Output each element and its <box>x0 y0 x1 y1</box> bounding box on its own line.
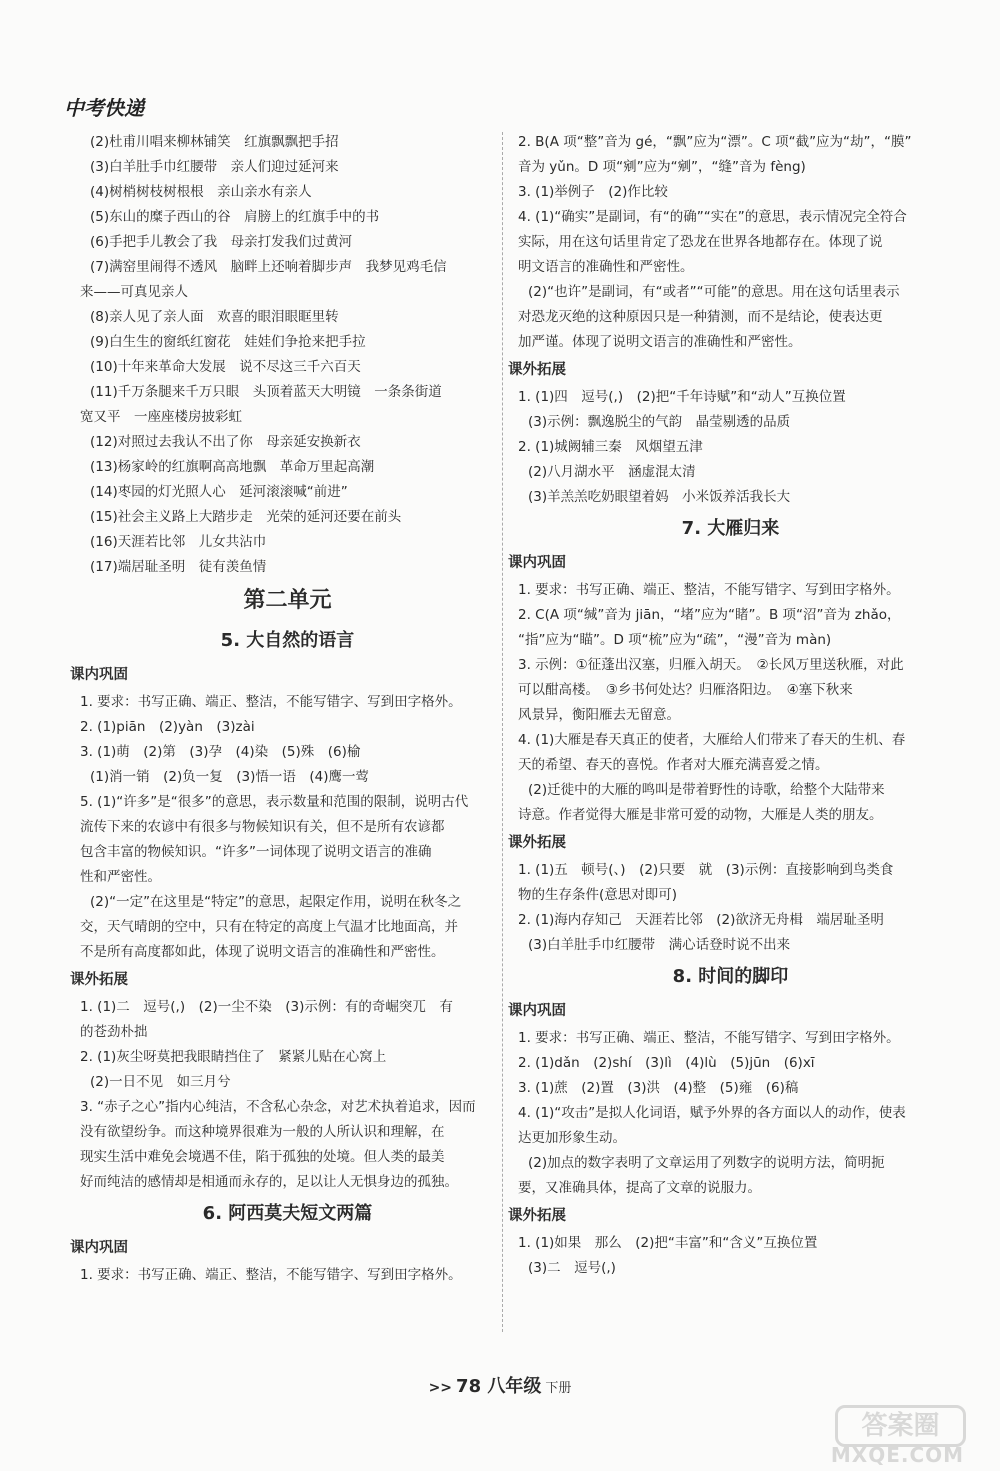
answer-line: (8)亲人见了亲人面 欢喜的眼泪眼眶里转 <box>90 309 339 325</box>
answer-line: 2. B(A 项“整”音为 gé，“飘”应为“漂”。C 项“截”应为“劫”，“膜” <box>518 134 912 150</box>
answer-line: 1. (1)如果 那么 (2)把“丰富”和“含义”互换位置 <box>518 1235 818 1251</box>
subsection-heading: 课外拓展 <box>508 835 566 851</box>
answer-line: 不是所有高度都如此，体现了说明文语言的准确性和严密性。 <box>80 944 445 960</box>
answer-line: (9)白生生的窗纸红窗花 娃娃们争抢来把手拉 <box>90 334 366 350</box>
answer-line: (3)二 逗号(,) <box>528 1260 616 1276</box>
answer-line: (4)树梢树枝树根根 亲山亲水有亲人 <box>90 184 312 200</box>
watermark-badge: 答案圈 <box>835 1405 966 1447</box>
answer-line: 3. “赤子之心”指内心纯洁，不含私心杂念，对艺术执着追求，因而 <box>80 1099 476 1115</box>
answer-line: 风景异，衡阳雁去无留意。 <box>518 707 680 723</box>
answer-line: (7)满窑里闹得不透风 脑畔上还响着脚步声 我梦见鸡毛信 <box>90 259 447 275</box>
answer-line: 包含丰富的物候知识。“许多”一词体现了说明文语言的准确 <box>80 844 432 860</box>
answer-line: (2)杜甫川唱来柳林铺笑 红旗飘飘把手招 <box>90 134 339 150</box>
watermark-site: MXQE.COM <box>830 1443 965 1467</box>
answer-line: (2)一日不见 如三月兮 <box>90 1074 231 1090</box>
answer-line: (2)“也许”是副词，有“或者”“可能”的意思。用在这句话里表示 <box>528 284 900 300</box>
answer-line: 达更加形象生动。 <box>518 1130 626 1146</box>
answer-line: (10)十年来革命大发展 说不尽这三千六百天 <box>90 359 361 375</box>
answer-line: (3)羊羔羔吃奶眼望着妈 小米饭养活我长大 <box>528 489 791 505</box>
answer-line: 1. (1)五 顿号(、) (2)只要 就 (3)示例：直接影响到鸟类食 <box>518 862 894 878</box>
answer-line: 对恐龙灭绝的这种原因只是一种猜测，而不是结论，使表达更 <box>518 309 883 325</box>
answer-line: 好而纯洁的感情却是相通而永存的，足以让人无惧身边的孤独。 <box>80 1174 458 1190</box>
lesson-heading: 6. 阿西莫夫短文两篇 <box>202 1203 373 1224</box>
subsection-heading: 课外拓展 <box>508 362 566 378</box>
answer-line: 1. (1)四 逗号(,) (2)把“千年诗赋”和“动人”互换位置 <box>518 389 846 405</box>
answer-line: (3)示例：飘逸脱尘的气韵 晶莹剔透的品质 <box>528 414 791 430</box>
answer-line: (14)枣园的灯光照人心 延河滚滚喊“前进” <box>90 484 348 500</box>
answer-line: (2)八月湖水平 涵虚混太清 <box>528 464 696 480</box>
answer-line: 现实生活中难免会境遇不佳，陷于孤独的处境。但人类的最美 <box>80 1149 445 1165</box>
volume-label: 下册 <box>545 1381 572 1396</box>
answer-line: 3. 示例：①征蓬出汉塞，归雁入胡天。 ②长风万里送秋雁，对此 <box>518 657 904 673</box>
page-footer <box>0 1372 1000 1398</box>
answer-line: 实际，用在这句话里肯定了恐龙在世界各地都存在。体现了说 <box>518 234 883 250</box>
subsection-heading: 课内巩固 <box>508 555 566 571</box>
answer-line: (6)手把手儿教会了我 母亲打发我们过黄河 <box>90 234 353 250</box>
subsection-heading: 课内巩固 <box>508 1003 566 1019</box>
subsection-heading: 课内巩固 <box>70 667 128 683</box>
answer-line: 1. 要求：书写正确、端正、整洁，不能写错字、写到田字格外。 <box>80 1267 462 1283</box>
answer-line: (16)天涯若比邻 儿女共沾巾 <box>90 534 267 550</box>
answer-line: 的苍劲朴拙 <box>80 1024 148 1040</box>
left-answer-column <box>70 130 495 1288</box>
answer-line: (5)东山的糜子西山的谷 肩膀上的红旗手中的书 <box>90 209 380 225</box>
answer-line: (3)白羊肚手巾红腰带 亲人们迎过延河来 <box>90 159 339 175</box>
answer-line: 可以酣高楼。 ③乡书何处达？归雁洛阳边。 ④塞下秋来 <box>518 682 853 698</box>
answer-line: (2)加点的数字表明了文章运用了列数字的说明方法，简明扼 <box>528 1155 885 1171</box>
answer-line: (17)端居耻圣明 徒有羡鱼情 <box>90 559 267 575</box>
answer-line: 5. (1)“许多”是“很多”的意思，表示数量和范围的限制，说明古代 <box>80 794 469 810</box>
answer-line: 来——可真见亲人 <box>80 284 188 300</box>
answer-line: 2. (1)dǎn (2)shí (3)lì (4)lù (5)jūn (6)xī <box>518 1055 815 1071</box>
answer-line: 流传下来的农谚中有很多与物候知识有关，但不是所有农谚都 <box>80 819 445 835</box>
answer-line: 没有欲望纷争。而这种境界很难为一般的人所认识和理解，在 <box>80 1124 445 1140</box>
watermark-logo <box>815 1405 980 1465</box>
answer-line: 2. (1)灰尘呀莫把我眼睛挡住了 紧紧儿贴在心窝上 <box>80 1049 387 1065</box>
answer-line: (1)消一销 (2)负一复 (3)悟一语 (4)鹰一莺 <box>90 769 369 785</box>
grade-label: 八年级 <box>487 1376 542 1397</box>
answer-line: 4. (1)大雁是春天真正的使者，大雁给人们带来了春天的生机、春 <box>518 732 906 748</box>
answer-line: 1. 要求：书写正确、端正、整洁，不能写错字、写到田字格外。 <box>518 1030 900 1046</box>
unit-heading: 第二单元 <box>243 588 332 613</box>
answer-line: 物的生存条件(意思对即可) <box>518 887 678 903</box>
answer-line: (12)对照过去我认不出了你 母亲延安换新衣 <box>90 434 361 450</box>
answer-line: 天的希望、春天的喜悦。作者对大雁充满喜爱之情。 <box>518 757 829 773</box>
answer-line: 4. (1)“攻击”是拟人化词语，赋予外界的各方面以人的动作，使表 <box>518 1105 906 1121</box>
footer-arrow-icon: >> <box>428 1380 453 1396</box>
answer-line: 2. C(A 项“缄”音为 jiān，“堵”应为“睹”。B 项“沼”音为 zhǎo， <box>518 607 901 623</box>
answer-line: 3. (1)举例子 (2)作比较 <box>518 184 668 200</box>
answer-line: 3. (1)蔗 (2)置 (3)洪 (4)整 (5)雍 (6)稿 <box>518 1080 799 1096</box>
answer-line: 1. 要求：书写正确、端正、整洁，不能写错字、写到田字格外。 <box>80 694 462 710</box>
answer-line: 明文语言的准确性和严密性。 <box>518 259 694 275</box>
subsection-heading: 课外拓展 <box>508 1208 566 1224</box>
answer-line: 2. (1)城阙辅三秦 风烟望五津 <box>518 439 703 455</box>
answer-line: 诗意。作者觉得大雁是非常可爱的动物，大雁是人类的朋友。 <box>518 807 883 823</box>
answer-line: (15)社会主义路上大踏步走 光荣的延河还要在前头 <box>90 509 402 525</box>
answer-line: 2. (1)piān (2)yàn (3)zài <box>80 719 255 735</box>
answer-line: 要，又准确具体，提高了文章的说服力。 <box>518 1180 761 1196</box>
answer-line: 4. (1)“确实”是副词，有“的确”“实在”的意思，表示情况完全符合 <box>518 209 907 225</box>
answer-line: 加严谨。体现了说明文语言的准确性和严密性。 <box>518 334 802 350</box>
answer-line: (2)“一定”在这里是“特定”的意思，起限定作用，说明在秋冬之 <box>90 894 462 910</box>
answer-line: (13)杨家岭的红旗啊高高地飘 革命万里起高潮 <box>90 459 375 475</box>
page-number: 78 <box>456 1376 482 1397</box>
book-series-title: 中考快递 <box>64 96 144 120</box>
lesson-heading: 7. 大雁归来 <box>681 518 780 539</box>
answer-line: 1. 要求：书写正确、端正、整洁，不能写错字、写到田字格外。 <box>518 582 900 598</box>
answer-line: 2. (1)海内存知己 天涯若比邻 (2)欲济无舟楫 端居耻圣明 <box>518 912 884 928</box>
answer-line: 3. (1)萌 (2)第 (3)孕 (4)染 (5)殊 (6)榆 <box>80 744 361 760</box>
subsection-heading: 课内巩固 <box>70 1240 128 1256</box>
answer-line: (11)千万条腿来千万只眼 头顶着蓝天大明镜 一条条街道 <box>90 384 442 400</box>
answer-line: (2)迁徙中的大雁的鸣叫是带着野性的诗歌，给整个大陆带来 <box>528 782 885 798</box>
answer-line: 1. (1)二 逗号(,) (2)一尘不染 (3)示例：有的奇崛突兀 有 <box>80 999 453 1015</box>
answer-line: 音为 yǔn。D 项“剜”应为“剜”，“缝”音为 fèng) <box>518 159 806 175</box>
column-divider <box>502 132 504 1332</box>
answer-line: 宽又平 一座座楼房披彩虹 <box>80 409 242 425</box>
right-answer-column <box>508 130 943 1281</box>
subsection-heading: 课外拓展 <box>70 972 128 988</box>
answer-line: 交，天气晴朗的空中，只有在特定的高度上气温才比地面高，并 <box>80 919 458 935</box>
answer-line: 性和严密性。 <box>80 869 161 885</box>
answer-line: (3)白羊肚手巾红腰带 满心话登时说不出来 <box>528 937 791 953</box>
lesson-heading: 8. 时间的脚印 <box>672 966 789 987</box>
answer-line: “指”应为“瞄”。D 项“梳”应为“疏”，“漫”音为 màn) <box>518 632 832 648</box>
lesson-heading: 5. 大自然的语言 <box>220 630 355 651</box>
